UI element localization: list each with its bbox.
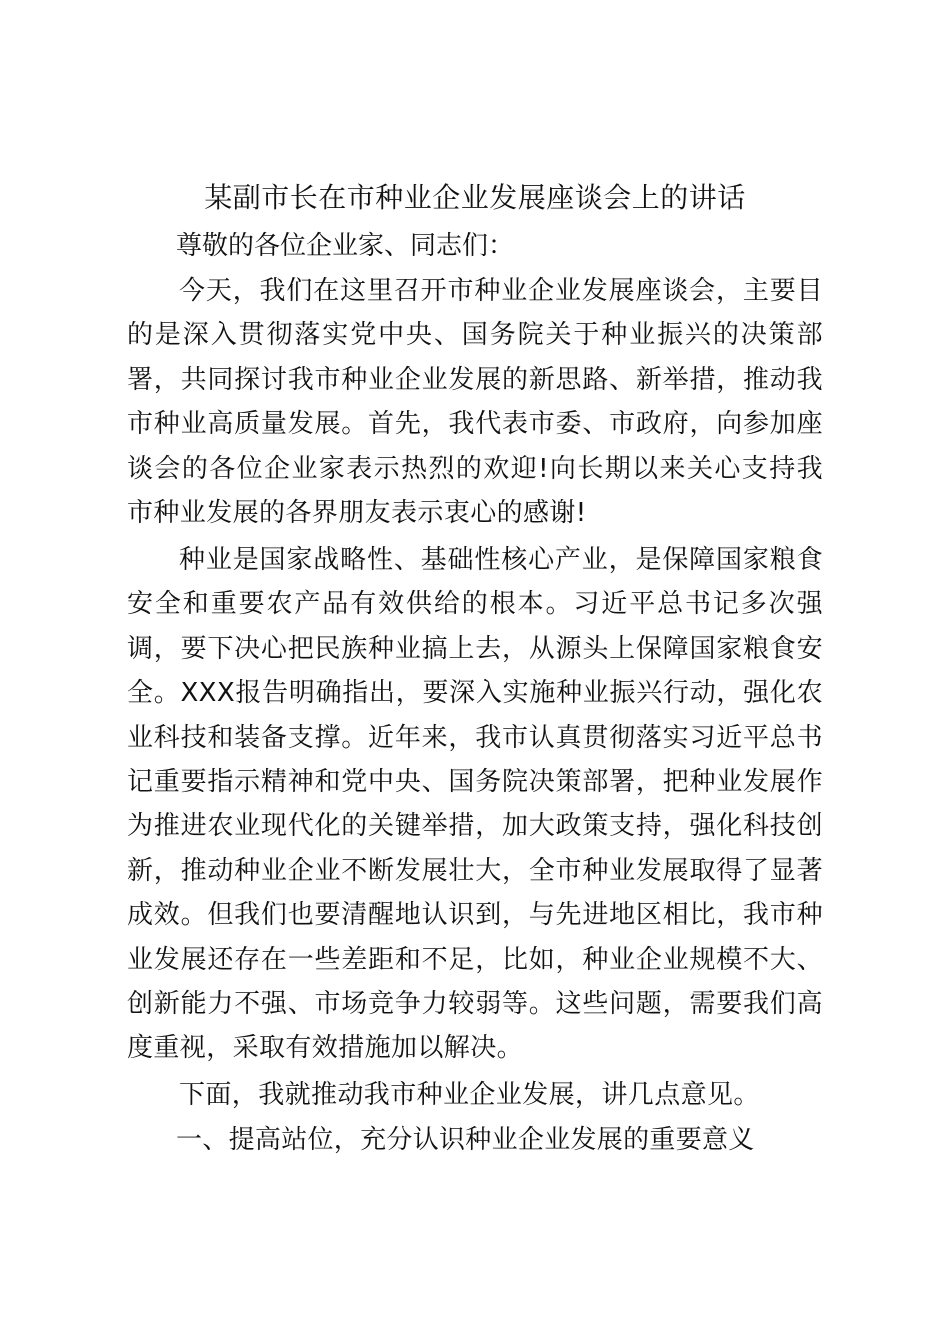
paragraph-opening: 今天，我们在这里召开市种业企业发展座谈会，主要目的是深入贯彻落实党中央、国务院关于种业振兴的决策部署，共同探讨我市种业企业发展的新思路、新举措，推动我市种业高质量发展。首先，我代表市委、市政府，向参加座谈会的各位企业家表示热烈的欢迎!向长期以来关心支持我市种业发展的各界朋友表示衷心的感谢! — [127, 276, 823, 529]
paragraph-transition: 下面，我就推动我市种业企业发展，讲几点意见。 — [179, 1080, 760, 1110]
document-title: 某副市长在市种业企业发展座谈会上的讲话 — [204, 181, 746, 214]
paragraph-seed-industry: 种业是国家战略性、基础性核心产业，是保障国家粮食安全和重要农产品有效供给的根本。习近平总书记多次强调，要下决心把民族种业搞上去，从源头上保障国家粮食安全。XXX报告明确指出，要深入实施种业振兴行动，强化农业科技和装备支撑。近年来，我市认真贯彻落实习近平总书记重要指示精神和党中央、国务院决策部署，把种业发展作为推进农业现代化的关键举措，加大政策支持，强化科技创新，推动种业企业不断发展壮大，全市种业发展取得了显著成效。但我们也要清醒地认识到，与先进地区相比，我市种业发展还存在一些差距和不足，比如，种业企业规模不大、创新能力不强、市场竞争力较弱等。这些问题，需要我们高度重视，采取有效措施加以解决。 — [127, 545, 823, 1064]
section-heading-1: 一、提高站位，充分认识种业企业发展的重要意义 — [176, 1125, 755, 1155]
salutation: 尊敬的各位企业家、同志们： — [176, 231, 515, 261]
